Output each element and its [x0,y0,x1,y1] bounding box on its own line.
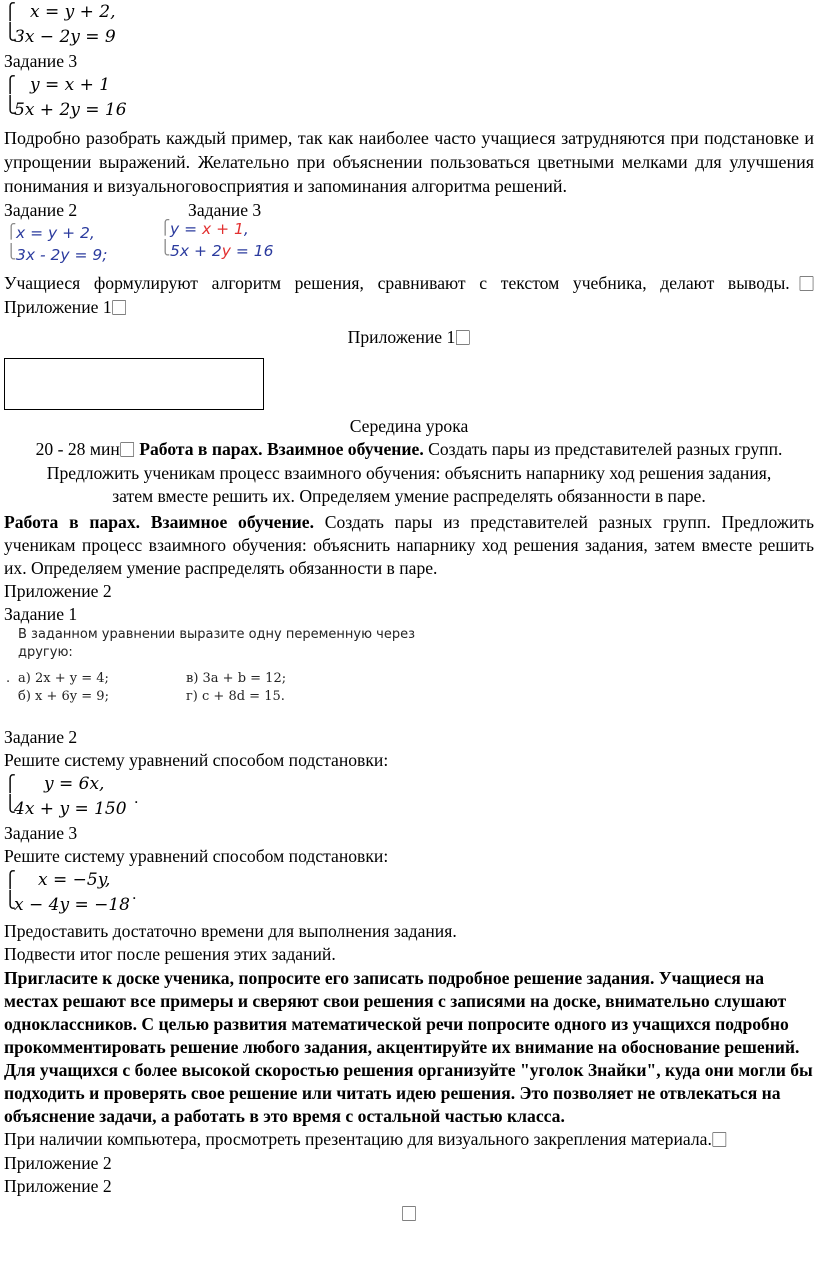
empty-frame [4,358,264,410]
task2-label: Задание 2 [4,200,78,220]
equation: x = −5y, [38,870,111,890]
equation: 5x + 2y = 16 [14,100,127,120]
solve-text: Решите систему уравнений способом подстановки: [4,750,389,770]
brace-icon: ⎧ ⎩ [4,870,16,909]
handwritten-systems [4,222,814,270]
task3-label: Задание 3 [4,823,78,843]
detail-paragraph: Подробно разобрать каждый пример, так как наиболее часто учащиеся затрудняются при подстановке и упрощении выражений. Желательно при объяснении пользоваться цветными мелками для улучшения понимания и визуальноговосприятия и запоминания алгоритма решений. [4,128,814,196]
pair-text: Создать пары из представителей разных групп. Предложить ученикам процесс взаимного обучения: объяснить напарнику ход решения задания, затем вместе решить их. Определяем умение распределять обязанности в паре. [4,512,814,578]
scan-item: г) c + 8d = 15. [186,689,285,704]
computer-text: При наличии компьютера, просмотреть презентацию для визуального закрепления материала. [4,1129,712,1149]
brace-icon: ⎧ ⎩ [160,220,171,256]
brace-icon: ⎧ ⎩ [4,75,16,114]
appendix-label: Приложение 1 [4,297,112,317]
bottom-glyph [4,1202,814,1226]
equation-text: x − 4y = −18 [14,895,130,915]
scan-item: б) x + 6y = 9; [18,689,109,704]
bold-text: Работа в парах. Взаимное обучение. [4,512,314,532]
equation: y = 6x, [44,774,105,794]
hw-equation [170,240,274,262]
task3-label: Задание 3 [188,200,262,220]
equation: y = x + 1 [30,75,111,95]
brace-icon: ⎧ ⎩ [4,2,16,41]
placeholder-glyph-icon: ⃞ [789,275,814,293]
time-text: 20 - 28 мин [35,439,120,459]
hw-system-left [6,222,107,266]
pair-paragraph [4,511,814,580]
system-task2 [4,772,814,822]
equation: x = y + 2, [30,2,116,22]
middle-text: Создать пары из представителей разных групп. Предложить ученикам процесс взаимного обучения: объяснить напарнику ход решения задания, затем вместе решить их. Определяем умение распределять обязанности в паре. [46,439,783,506]
brace-icon: ⎧ ⎩ [4,774,16,813]
system-task3 [4,73,814,123]
scan-row: . а) 2x + y = 4; в) 3a + b = 12; [6,671,287,686]
solve-text: Решите систему уравнений способом подстановки: [4,846,389,866]
scan-row [18,688,448,706]
placeholder-glyph-icon: ⃞ [119,441,135,459]
placeholder-glyph-icon: ⃞ [401,1205,417,1223]
equation: 3x − 2y = 9 [14,27,116,47]
equation-text: 4x + y = 150 [14,799,127,819]
system-task3-final [4,868,814,918]
placeholder-glyph-icon: ⃞ [111,299,127,317]
computer-paragraph [4,1128,814,1175]
board-paragraph: Пригласите к доске ученика, попросите его записать подробное решение задания. Учащиеся на местах решают все примеры и сверяют свои решения с записями на доске, внимательно слушают одноклассников. С целью развития математической речи попросите одного из учащихся подробно прокомментировать решение любого задания, акцентируйте их внимание на обоснование решений. Для учащихся с более высокой скоростью решения организуйте "уголок Знайки", куда они могли бы подходить и проверять свое решение или читать идею решения. Это позволяет не отвлекаться на объяснение задачи, а работать в это время с остальной частью класса. [4,968,813,1126]
task2-label: Задание 2 [4,727,78,747]
hw-part-red: y [221,242,231,260]
top-system [4,0,814,50]
hw-part-red: x + 1 [202,220,244,238]
appendix-label: Приложение 2 [4,1153,112,1173]
scan-title: В заданном уравнении выразите одну переменную через другую: [18,627,416,660]
equation: 4x + y = 150 ˙ [14,799,141,819]
hw-equation: 3x - 2y = 9; [16,246,108,264]
summary-line: Подвести итог после решения этих заданий. [4,944,336,964]
middle-paragraph [4,438,814,508]
brace-icon: ⎧ ⎩ [6,224,17,260]
task-labels-row [4,199,814,222]
time-line: Предоставить достаточно времени для выполнения задания. [4,921,457,941]
hw-system-right [160,218,274,262]
placeholder-glyph-icon: ⃞ [711,1131,727,1149]
document-page [4,0,814,1226]
task3-label: Задание 3 [4,51,78,71]
appendix2-label: Приложение 2 [4,581,112,601]
appendix2-final: Приложение 2 [4,1176,112,1196]
scanned-exercise [4,626,448,706]
hw-part: 5x + 2 [170,242,222,260]
scan-item: а) 2x + y = 4; [18,671,109,686]
appendix-label: Приложение 1 [347,327,456,347]
hw-part: y = [170,220,203,238]
equation: x − 4y = −18˙ [14,895,139,915]
appendix1-heading [4,326,814,350]
hw-equation [170,218,274,240]
middle-title: Середина урока [349,416,469,436]
placeholder-glyph-icon: ⃞ [455,329,471,347]
bold-text: Работа в парах. Взаимное обучение. [134,439,424,459]
hw-equation: x = y + 2, [16,224,95,242]
hw-part: = 16 [230,242,274,260]
hw-part: , [243,220,249,238]
scan-item: в) 3a + b = 12; [186,671,287,686]
students-paragraph [4,272,814,320]
students-text: Учащиеся формулируют алгоритм решения, сравнивают с текстом учебника, делают выводы. [4,273,790,293]
task1-label: Задание 1 [4,604,78,624]
